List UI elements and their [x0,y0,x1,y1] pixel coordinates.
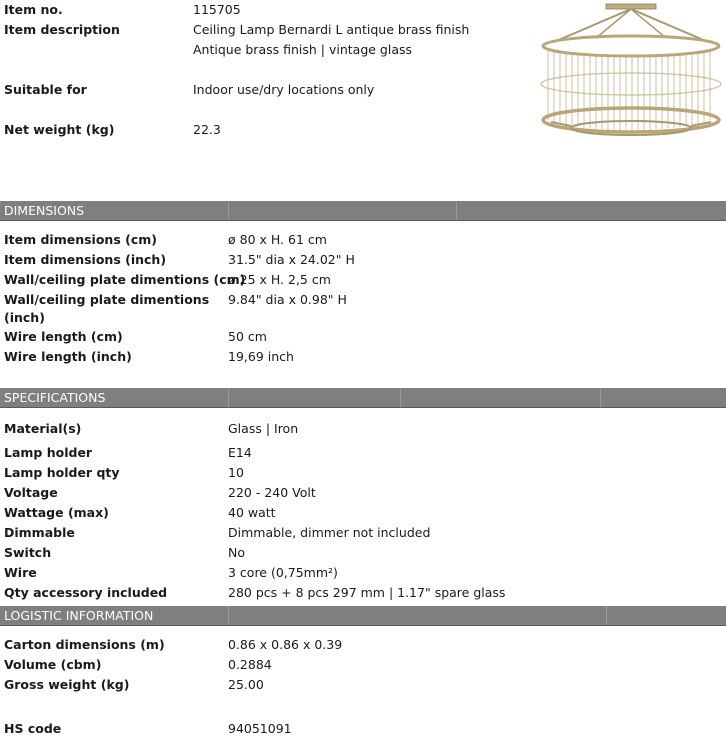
spec-value: 40 watt [228,505,276,520]
dimension-value: 9.84" dia x 0.98" H [228,292,347,307]
specifications-header [0,388,726,408]
product-image [536,2,726,142]
suitable-label: Suitable for [4,82,87,97]
dimension-label-continued: (inch) [4,310,45,325]
description-label: Item description [4,22,120,37]
spec-label: Qty accessory included [4,585,168,600]
net-weight-label: Net weight (kg) [4,122,115,137]
dimension-label: Wall/ceiling plate dimentions (cm) [4,272,246,287]
dimensions-title: DIMENSIONS [4,203,85,218]
spec-label: Wire [4,565,37,580]
spec-label: Lamp holder [4,445,93,460]
logistic-title: LOGISTIC INFORMATION [4,608,154,623]
dimensions-header [0,201,726,221]
logistic-label: Volume (cbm) [4,657,102,672]
logistic-value: 0.2884 [228,657,272,672]
logistic-value: 0.86 x 0.86 x 0.39 [228,637,343,652]
hs-code-label: HS code [4,721,62,736]
spec-label: Voltage [4,485,58,500]
spec-value: 280 pcs + 8 pcs 297 mm | 1.17" spare glass [228,585,506,600]
logistic-value: 25.00 [228,677,264,692]
specifications-title: SPECIFICATIONS [4,390,106,405]
spec-value: No [228,545,245,560]
spec-value: Glass | Iron [228,421,299,436]
dimension-value: 19,69 inch [228,349,294,364]
spec-label: Dimmable [4,525,75,540]
spec-value: 220 - 240 Volt [228,485,316,500]
spec-value: 10 [228,465,244,480]
spec-label: Wattage (max) [4,505,109,520]
item-no-label: Item no. [4,2,63,17]
logistic-header [0,606,726,626]
dimension-value: ø 25 x H. 2,5 cm [228,272,331,287]
logistic-label: Gross weight (kg) [4,677,130,692]
description-line-1: Ceiling Lamp Bernardi L antique brass finish [193,22,470,37]
net-weight-value: 22.3 [193,122,221,137]
logistic-label: Carton dimensions (m) [4,637,165,652]
dimension-label: Item dimensions (inch) [4,252,167,267]
dimension-label: Wire length (inch) [4,349,132,364]
suitable-value: Indoor use/dry locations only [193,82,375,97]
spec-value: 3 core (0,75mm²) [228,565,338,580]
dimension-label: Wall/ceiling plate dimentions [4,292,210,307]
dimension-value: 50 cm [228,329,267,344]
dimension-value: ø 80 x H. 61 cm [228,232,327,247]
spec-value: Dimmable, dimmer not included [228,525,431,540]
dimension-label: Wire length (cm) [4,329,123,344]
dimension-label: Item dimensions (cm) [4,232,157,247]
spec-label: Switch [4,545,52,560]
dimension-value: 31.5" dia x 24.02" H [228,252,355,267]
item-no-value: 115705 [193,2,241,17]
spec-value: E14 [228,445,252,460]
hs-code-value: 94051091 [228,721,292,736]
spec-label: Material(s) [4,421,82,436]
spec-label: Lamp holder qty [4,465,120,480]
description-line-2: Antique brass finish | vintage glass [193,42,413,57]
